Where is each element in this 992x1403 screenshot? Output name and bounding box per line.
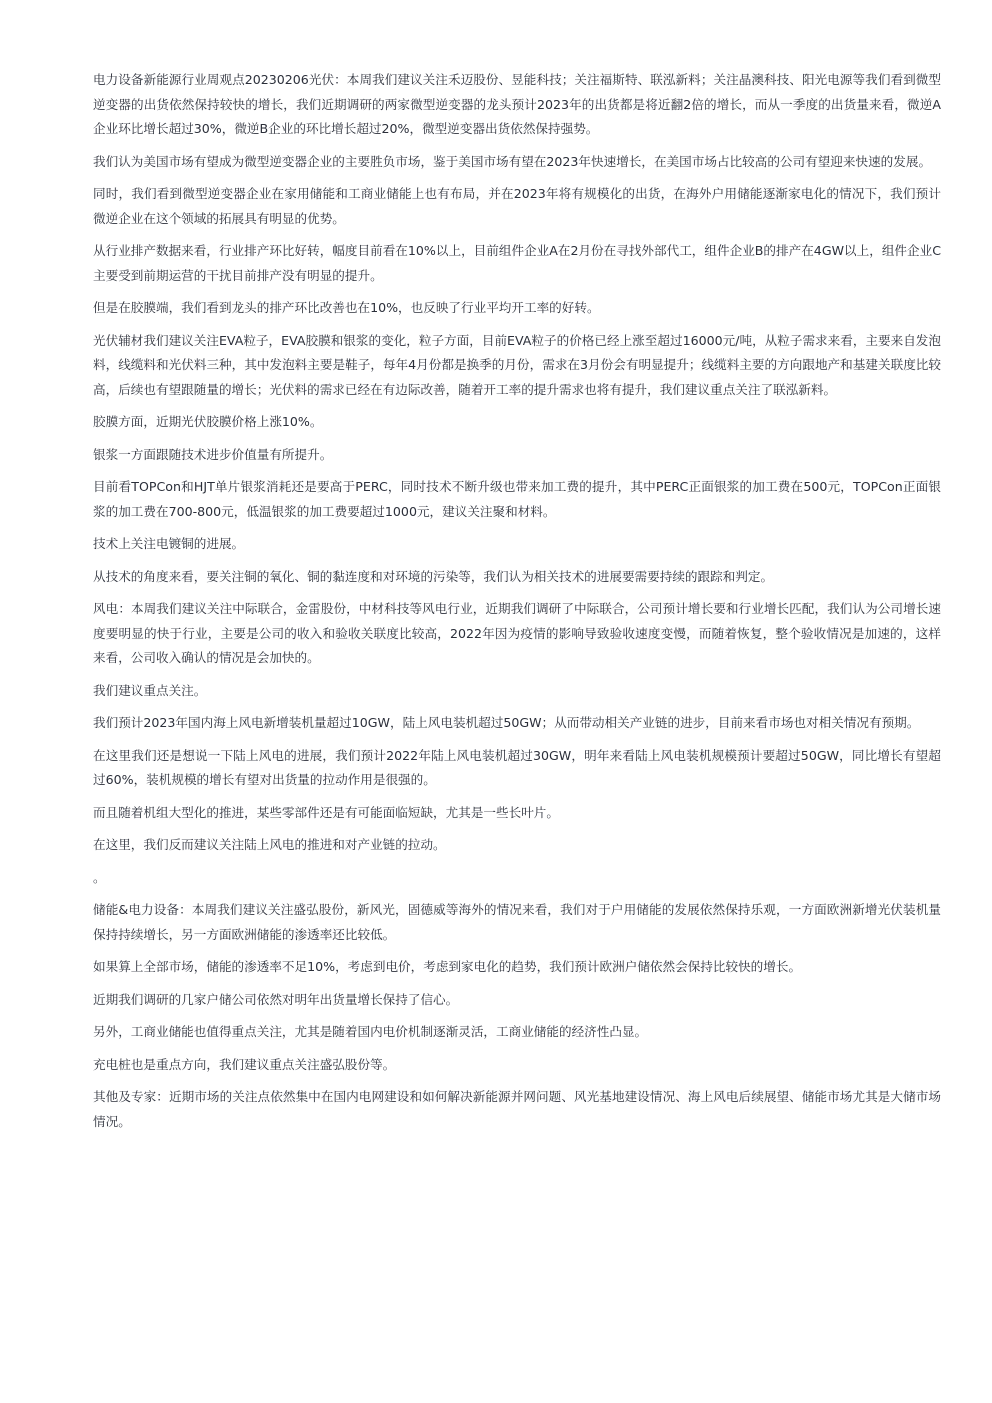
paragraph-silver-consumption: 目前看TOPCon和HJT单片银浆消耗还是要高于PERC，同时技术不断升级也带来加工费的提升，其中PERC正面银浆的加工费在500元，TOPCon正面银浆的加工费在700-800元，低温银浆的加工费要超过1000元，建议关注聚和材料。 (93, 479, 941, 519)
paragraph-us-market: 我们认为美国市场有望成为微型逆变器企业的主要胜负市场，鉴于美国市场有望在2023年快速增长，在美国市场占比较高的公司有望迎来快速的发展。 (93, 153, 932, 169)
paragraph-energy-storage: 储能&电力设备：本周我们建议关注盛弘股份，新风光，固德威等海外的情况来看，我们对于户用储能的发展依然保持乐观，一方面欧洲新增光伏装机量保持持续增长，另一方面欧洲储能的渗透率还比较低。 (93, 902, 941, 942)
paragraph-film-price: 胶膜方面，近期光伏胶膜价格上涨10%。 (93, 414, 323, 429)
paragraph-separator: 。 (93, 869, 106, 885)
paragraph-household-storage: 近期我们调研的几家户储公司依然对明年出货量增长保持了信心。 (93, 991, 459, 1007)
paragraph-wind-installation-forecast: 我们预计2023年国内海上风电新增装机量超过10GW，陆上风电装机超过50GW；从而带动相关产业链的进步，目前来看市场也对相关情况有预期。 (93, 715, 920, 730)
paragraph-wind-recommendation: 我们建议重点关注。 (93, 682, 207, 698)
document-body (93, 68, 941, 1142)
paragraph-commercial-storage: 另外，工商业储能也值得重点关注，尤其是随着国内电价机制逐渐灵活，工商业储能的经济性凸显。 (93, 1024, 648, 1039)
paragraph-experts: 其他及专家：近期市场的关注点依然集中在国内电网建设和如何解决新能源并网问题、风光基地建设情况、海上风电后续展望、储能市场尤其是大储市场情况。 (93, 1089, 941, 1129)
paragraph-production-schedule: 从行业排产数据来看，行业排产环比好转，幅度目前看在10%以上，目前组件企业A在2月份在寻找外部代工，组件企业B的排产在4GW以上，组件企业C主要受到前期运营的干扰目前排产没有明显的提升。 (93, 243, 941, 283)
paragraph-onshore-wind: 在这里我们还是想说一下陆上风电的进展，我们预计2022年陆上风电装机超过30GW，明年来看陆上风电装机规模预计要超过50GW，同比增长有望超过60%，装机规模的增长有望对出货量的拉动作用是很强的。 (93, 747, 941, 787)
paragraph-wind-power: 风电：本周我们建议关注中际联合，金雷股份，中材科技等风电行业，近期我们调研了中际联合，公司预计增长要和行业增长匹配，我们认为公司增长速度要明显的快于行业，主要是公司的收入和验收关联度比较高，2022年因为疫情的影响导致验收速度变慢，而随着恢复，整个验收情况是加速的，这样来看，公司收入确认的情况是会加快的。 (93, 601, 941, 665)
paragraph-silver-paste: 银浆一方面跟随技术进步价值量有所提升。 (93, 446, 333, 462)
paragraph-pv-weekly-view: 电力设备新能源行业周观点20230206光伏：本周我们建议关注禾迈股份、昱能科技；关注福斯特、联泓新料；关注晶澳科技、阳光电源等我们看到微型逆变器的出货依然保持较快的增长，我们近期调研的两家微型逆变器的龙头预计2023年的出货都是将近翻2倍的增长，而从一季度的出货量来看，微逆A企业环比增长超过30%，微逆B企业的环比增长超过20%，微型逆变器出货依然保持强势。 (93, 72, 941, 136)
paragraph-charging-pile: 充电桩也是重点方向，我们建议重点关注盛弘股份等。 (93, 1056, 396, 1072)
paragraph-copper-technology: 从技术的角度来看，要关注铜的氧化、铜的黏连度和对环境的污染等，我们认为相关技术的进展要需要持续的跟踪和判定。 (93, 568, 774, 584)
paragraph-copper-plating: 技术上关注电镀铜的进展。 (93, 536, 245, 551)
paragraph-auxiliary-materials: 光伏辅材我们建议关注EVA粒子，EVA胶膜和银浆的变化，粒子方面，目前EVA粒子的价格已经上涨至超过16000元/吨，从粒子需求来看，主要来自发泡料，线缆料和光伏料三种，其中发泡料主要是鞋子，每年4月份都是换季的月份，需求在3月份会有明显提升；线缆料主要的方向跟地产和基建关联度比较高，后续也有望跟随量的增长；光伏料的需求已经在有边际改善，随着开工率的提升需求也将有提升，我们建议重点关注了联泓新料。 (93, 332, 941, 397)
paragraph-storage-layout: 同时，我们看到微型逆变器企业在家用储能和工商业储能上也有布局，并在2023年将有规模化的出货，在海外户用储能逐渐家电化的情况下，我们预计微逆企业在这个领域的拓展具有明显的优势。 (93, 186, 941, 226)
paragraph-onshore-recommendation: 在这里，我们反而建议关注陆上风电的推进和对产业链的拉动。 (93, 837, 446, 852)
paragraph-film-schedule: 但是在胶膜端，我们看到龙头的排产环比改善也在10%，也反映了行业平均开工率的好转。 (93, 300, 600, 315)
paragraph-component-shortage: 而且随着机组大型化的推进，某些零部件还是有可能面临短缺，尤其是一些长叶片。 (93, 804, 559, 820)
paragraph-storage-penetration: 如果算上全部市场，储能的渗透率不足10%，考虑到电价，考虑到家电化的趋势，我们预计欧洲户储依然会保持比较快的增长。 (93, 959, 802, 974)
